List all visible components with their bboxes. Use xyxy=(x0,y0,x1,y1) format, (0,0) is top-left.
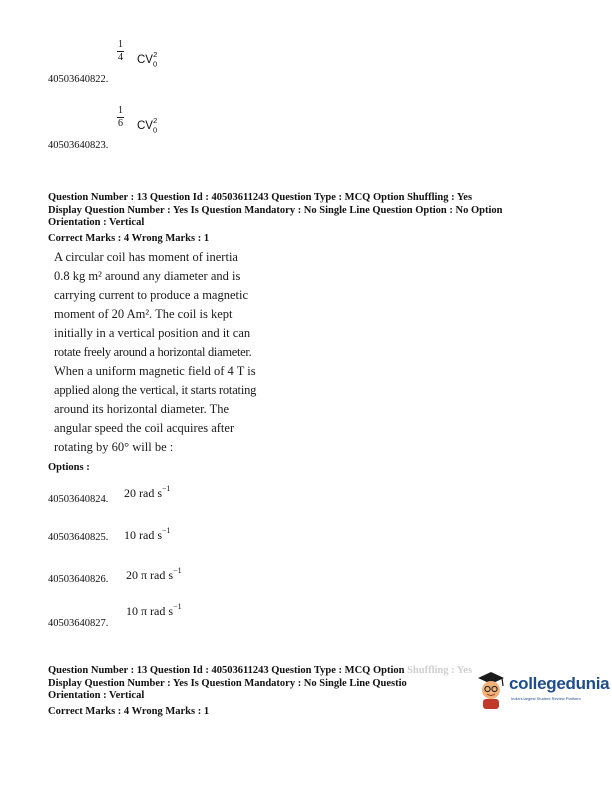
option-expression: $CV_0^2$ xyxy=(137,116,158,135)
brand-name: collegedunia xyxy=(509,674,610,693)
option-id: 40503640824. xyxy=(48,494,109,505)
option-id: 40503640826. xyxy=(48,574,109,585)
option-id: 40503640827. xyxy=(48,618,109,629)
fraction: 1 4 xyxy=(118,39,123,63)
question-line: 0.8 kg m² around any diameter and is xyxy=(54,269,241,283)
question-header xyxy=(48,192,608,245)
next-question-header-line-3: Orientation : Vertical xyxy=(48,690,145,701)
option-id: 40503640825. xyxy=(48,532,109,543)
question-line: carrying current to produce a magnetic xyxy=(54,288,249,302)
question-text xyxy=(54,248,294,457)
option-value: 10 rad $s^{-1}$ xyxy=(124,526,171,542)
options-label: Options : xyxy=(48,462,90,473)
question-line: A circular coil has moment of inertia xyxy=(54,250,238,264)
option-value: 10 π rad $s^{-1}$ xyxy=(126,602,182,618)
question-header-line-1: Question Number : 13 Question Id : 40503611243 Question Type : MCQ Option Shuffling : Yes xyxy=(48,192,473,203)
next-question-marks: Correct Marks : 4 Wrong Marks : 1 xyxy=(48,705,210,717)
option-id: 40503640822. xyxy=(48,74,109,85)
option-value: 20 rad $s^{-1}$ xyxy=(124,484,171,500)
question-header-line-3: Orientation : Vertical xyxy=(48,217,145,228)
question-line: applied along the vertical, it starts rotating xyxy=(54,383,257,397)
mascot-icon xyxy=(474,670,508,710)
option-id: 40503640823. xyxy=(48,140,109,151)
question-line: angular speed the coil acquires after xyxy=(54,421,235,435)
question-line: initially in a vertical position and it can xyxy=(54,326,251,340)
question-header-line-2: Display Question Number : Yes Is Question Mandatory : No Single Line Question Option : No Option xyxy=(48,204,503,216)
question-line: rotating by 60° will be : xyxy=(54,440,174,454)
question-line: rotate freely around a horizontal diameter. xyxy=(54,345,252,359)
question-marks: Correct Marks : 4 Wrong Marks : 1 xyxy=(48,232,210,244)
fraction: 1 6 xyxy=(118,105,123,129)
brand-tagline: India's largest Student Review Platform xyxy=(511,696,581,701)
question-line: moment of 20 Am². The coil is kept xyxy=(54,307,233,321)
question-line: around its horizontal diameter. The xyxy=(54,402,230,416)
next-question-header-line-1: Question Number : 13 Question Id : 40503611243 Question Type : MCQ Option Shuffling : Yes xyxy=(48,665,473,676)
option-expression: $CV_0^2$ xyxy=(137,50,158,69)
option-value: 20 π rad $s^{-1}$ xyxy=(126,566,182,582)
next-question-header-line-2: Display Question Number : Yes Is Question Mandatory : No Single Line Questio xyxy=(48,677,407,689)
collegedunia-watermark xyxy=(474,668,610,712)
question-line: When a uniform magnetic field of 4 T is xyxy=(54,364,256,378)
